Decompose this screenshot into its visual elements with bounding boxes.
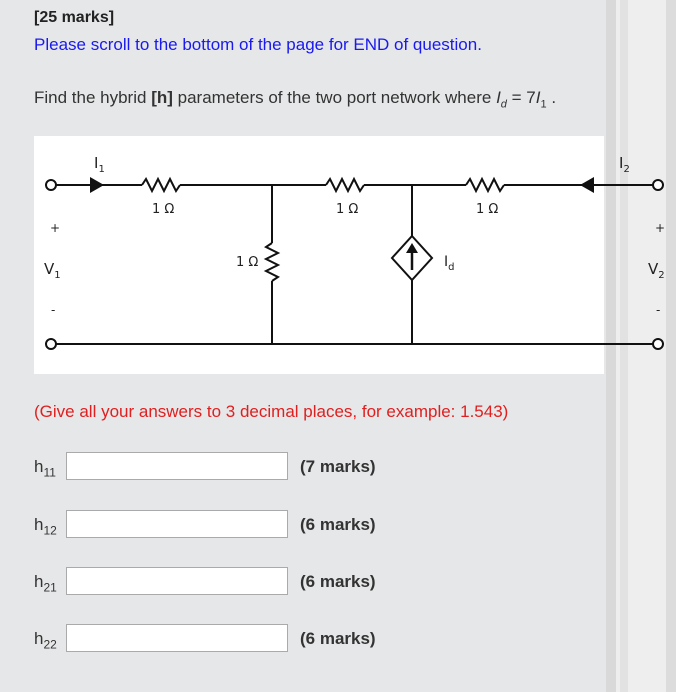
i2-arrow-icon bbox=[580, 177, 594, 193]
h22-input[interactable] bbox=[66, 624, 288, 652]
circuit-diagram bbox=[34, 136, 666, 374]
scroll-note: Please scroll to the bottom of the page for END of question. bbox=[34, 35, 482, 54]
h22-label: $h_{22}$ bbox=[34, 629, 57, 652]
v2-label: $V_2$ bbox=[648, 260, 665, 281]
v2-plus: + bbox=[655, 221, 666, 235]
r1-label: 1 Ω bbox=[152, 202, 175, 217]
decimal-instruction: (Give all your answers to 3 decimal places, for example: 1.543) bbox=[34, 402, 509, 421]
r3-label: 1 Ω bbox=[476, 202, 499, 217]
resistor-3 bbox=[466, 179, 504, 191]
question-text: Find the hybrid [h] parameters of the two port network where $I_d = 7I_1$ . bbox=[34, 88, 557, 111]
resistor-shunt bbox=[266, 243, 278, 281]
i2-label: $I_2$ bbox=[619, 154, 630, 175]
i1-arrow-icon bbox=[90, 177, 104, 193]
h21-label: $h_{21}$ bbox=[34, 572, 57, 595]
r-shunt-label: 1 Ω bbox=[236, 255, 259, 270]
i1-label: $I_1$ bbox=[94, 154, 105, 175]
h12-input[interactable] bbox=[66, 510, 288, 538]
v2-minus: - bbox=[656, 303, 661, 317]
h21-input[interactable] bbox=[66, 567, 288, 595]
h11-marks: (7 marks) bbox=[300, 457, 376, 476]
marks-heading: [25 marks] bbox=[34, 9, 115, 26]
v1-label: $V_1$ bbox=[44, 260, 61, 281]
h11-input[interactable] bbox=[66, 452, 288, 480]
resistor-1 bbox=[142, 179, 180, 191]
h22-marks: (6 marks) bbox=[300, 629, 376, 648]
resistor-2 bbox=[326, 179, 364, 191]
h12-marks: (6 marks) bbox=[300, 515, 376, 534]
h21-marks: (6 marks) bbox=[300, 572, 376, 591]
id-label: $I_d$ bbox=[444, 254, 455, 273]
r2-label: 1 Ω bbox=[336, 202, 359, 217]
v1-minus: - bbox=[51, 303, 56, 317]
v1-plus: + bbox=[50, 221, 61, 235]
source-arrow-icon bbox=[406, 243, 418, 270]
h11-label: $h_{11}$ bbox=[34, 457, 56, 480]
h12-label: $h_{12}$ bbox=[34, 515, 57, 538]
right-gutter bbox=[606, 0, 676, 692]
